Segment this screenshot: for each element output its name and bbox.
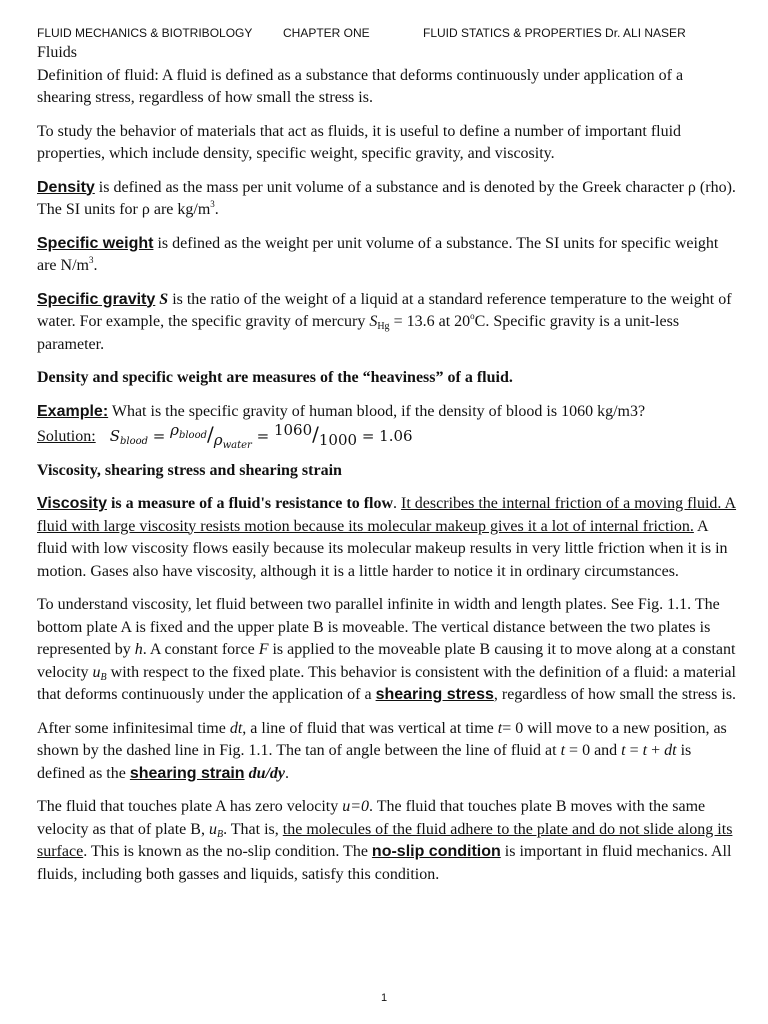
specific-gravity-paragraph: Specific gravity S is the ratio of the weight of a liquid at a standard reference temperature to the weight of water. For example, the specific gravity of mercury $S_{Hg} = 13.6$ at 20$^o$C. Specific gravity is a unit-less parameter. [37, 290, 732, 353]
viscosity-term: Viscosity [37, 495, 107, 512]
shearing-stress-term: shearing stress [375, 686, 494, 703]
parallel-plates-paragraph: To understand viscosity, let fluid between two parallel infinite in width and length plates. See Fig. 1.1. The bottom plate A is fixed and the upper plate B is moveable. The vertical distance between the two plates is represented by h. A constant force F is applied to the moveable plate B causing it to move along at a constant velocity $u_B$ with respect to the fixed plate. This behavior is consistent with the definition of a fluid: a material that deforms continuously under the application of a shearing stress, regardless of how small the stress is. [37, 596, 737, 703]
example-question: Example: What is the specific gravity of human blood, if the density of blood is 1060 kg/m3? [37, 402, 646, 420]
header-course: FLUID MECHANICS & BIOTRIBOLOGY [37, 26, 253, 40]
solution-label: Solution: [37, 428, 96, 445]
density-term: Density [37, 178, 95, 196]
heaviness-note: Density and specific weight are measures of the “heaviness” of a fluid. [37, 369, 513, 386]
example-solution [37, 423, 737, 449]
specific-gravity-term: Specific gravity [37, 290, 156, 308]
shearing-strain-paragraph: After some infinitesimal time dt, a line of fluid that was vertical at time t= 0 will move to a new position, as shown by the dashed line in Fig. 1.1. The tan of angle between the line of fluid at t = 0 and t = t + dt is defined as the shearing strain du/dy. [37, 719, 727, 782]
example-label: Example: [37, 402, 109, 420]
specific-weight-paragraph: Specific weight is defined as the weight per unit volume of a substance. The SI units for specific weight are $N/m^3$. [37, 234, 719, 274]
no-slip-paragraph: The fluid that touches plate A has zero velocity u=0. The fluid that touches plate B moves with the same velocity as that of plate B, $u_B$. That is, the molecules of the fluid adhere to the plate and do not slide along its surface. This is known as the no-slip condition. The no-slip condition is important in fluid mechanics. All fluids, including both gasses and liquids, satisfy this condition. [37, 798, 733, 883]
no-slip-condition-term: no-slip condition [371, 843, 501, 860]
specific-weight-term: Specific weight [37, 234, 154, 252]
solution-equation: $S_{blood} = \rho_{blood}/\rho_{water} = 1060/1000 = 1.06$ [109, 421, 413, 451]
fluid-definition-paragraph: Definition of fluid: A fluid is defined as a substance that deforms continuously under application of a shearing stress, regardless of how small the stress is. [37, 66, 684, 106]
header-chapter: CHAPTER ONE [283, 26, 370, 40]
viscosity-paragraph: Viscosity is a measure of a fluid's resistance to flow. It describes the internal friction of a moving fluid. A fluid with large viscosity resists motion because its molecular makeup gives it a lot of internal friction. A fluid with low viscosity flows easily because its molecular makeup results in very little friction when it is in motion. Gases also have viscosity, although it is a little harder to notice it in ordinary circumstances. [37, 495, 737, 580]
viscosity-section-heading: Viscosity, shearing stress and shearing strain [37, 461, 342, 479]
section-heading-fluids: Fluids [37, 44, 78, 61]
document-body [37, 42, 737, 897]
properties-intro-paragraph: To study the behavior of materials that act as fluids, it is useful to define a number of important fluid properties, which include density, specific weight, specific gravity, and viscosity. [37, 122, 682, 162]
header-topic-author: FLUID STATICS & PROPERTIES Dr. ALI NASER [423, 26, 686, 40]
page-number: 1 [380, 992, 388, 1004]
density-paragraph: Density is defined as the mass per unit volume of a substance and is denoted by the Greek character ρ (rho). The SI units for ρ are $kg/m^3$. [37, 178, 736, 218]
shearing-strain-term: shearing strain [129, 764, 245, 782]
